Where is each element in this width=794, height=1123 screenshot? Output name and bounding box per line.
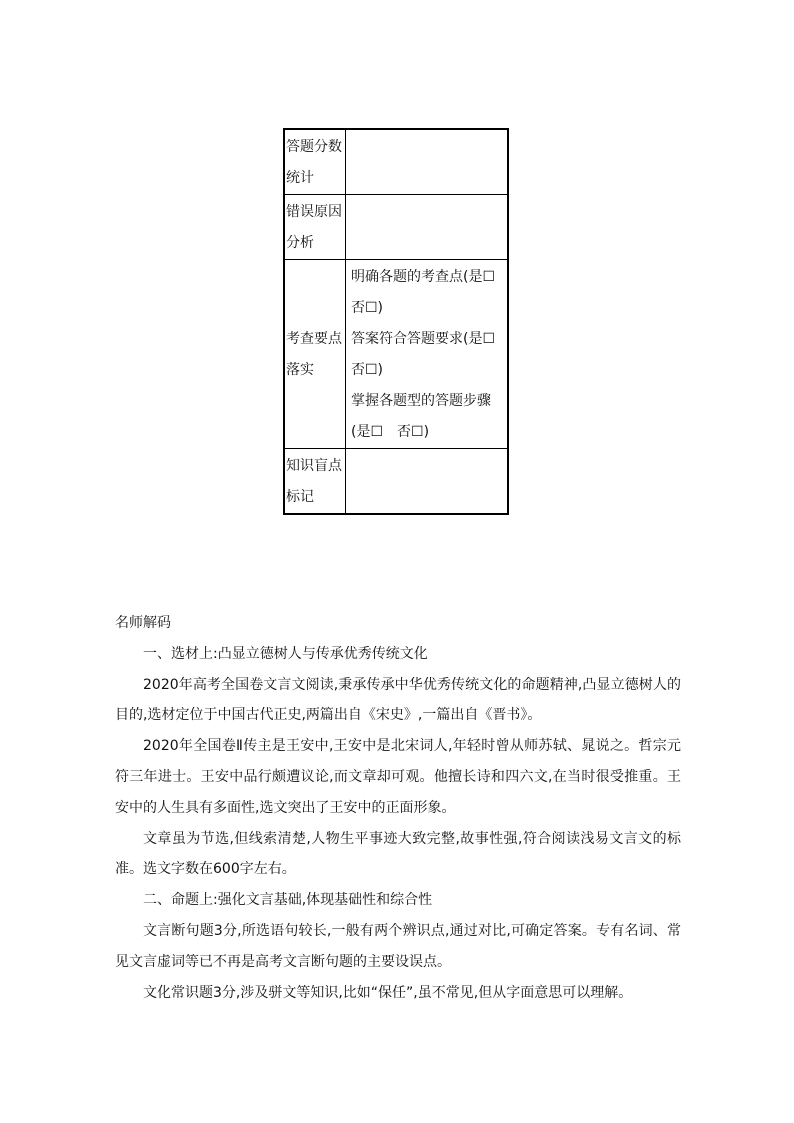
label-line: 错误原因 bbox=[286, 204, 342, 220]
paragraph: 文化常识题3分,涉及骈文等知识,比如“保任”,虽不常见,但从字面意思可以理解。 bbox=[143, 984, 633, 1001]
paragraph: 文言断句题3分,所选语句较长,一般有两个辨识点,通过对比,可确定答案。专有名词、常见文言虚词等已不再是高考文言断句题的主要设误点。 bbox=[115, 922, 681, 970]
table-row bbox=[284, 449, 508, 515]
row-label bbox=[284, 195, 346, 260]
checkpoint-line[interactable]: 答案符合答题要求(是☐ bbox=[351, 331, 496, 347]
checkpoint-line[interactable]: 明确各题的考查点(是☐ bbox=[351, 269, 496, 285]
table-row bbox=[284, 129, 508, 195]
label-line: 落实 bbox=[286, 362, 314, 378]
paragraph: 2020年高考全国卷文言文阅读,秉承传承中华优秀传统文化的命题精神,凸显立德树人的目的,选材定位于中国古代正史,两篇出自《宋史》,一篇出自《晋书》。 bbox=[115, 676, 681, 724]
checkpoint-line[interactable]: 否☐) bbox=[351, 362, 384, 378]
table-row bbox=[284, 260, 508, 449]
label-line: 答题分数 bbox=[286, 139, 342, 155]
label-line: 考查要点 bbox=[286, 331, 342, 347]
paragraph: 2020年全国卷Ⅱ传主是王安中,王安中是北宋词人,年轻时曾从师苏轼、晁说之。哲宗元符三年进士。王安中品行颇遭议论,而文章却可观。他擅长诗和四六文,在当时很受推重。王安中的人生具有多面性,选文突出了王安中的正面形象。 bbox=[115, 738, 681, 816]
checkpoint-cell bbox=[346, 260, 509, 449]
row-label bbox=[284, 260, 346, 449]
heading-question-design: 二、命题上:强化文言基础,体现基础性和综合性 bbox=[143, 892, 433, 909]
score-input-cell[interactable] bbox=[346, 129, 509, 195]
table-row bbox=[284, 195, 508, 260]
error-analysis-input-cell[interactable] bbox=[346, 195, 509, 260]
answer-review-table bbox=[283, 128, 509, 515]
row-label bbox=[284, 129, 346, 195]
row-label bbox=[284, 449, 346, 515]
checkpoint-line[interactable]: (是☐ 否☐) bbox=[351, 424, 430, 440]
heading-material: 一、选材上:凸显立德树人与传承优秀传统文化 bbox=[143, 645, 428, 662]
teacher-analysis-section bbox=[115, 608, 681, 1008]
blind-spot-input-cell[interactable] bbox=[346, 449, 509, 515]
label-line: 分析 bbox=[286, 235, 314, 251]
label-line: 标记 bbox=[286, 489, 314, 505]
label-line: 统计 bbox=[286, 170, 314, 186]
section-title: 名师解码 bbox=[115, 615, 171, 631]
paragraph: 文章虽为节选,但线索清楚,人物生平事迹大致完整,故事性强,符合阅读浅易文言文的标准。选文字数在600字左右。 bbox=[115, 830, 681, 878]
label-line: 知识盲点 bbox=[286, 458, 342, 474]
checkpoint-line[interactable]: 否☐) bbox=[351, 300, 384, 316]
checkpoint-line[interactable]: 掌握各题型的答题步骤 bbox=[351, 393, 491, 409]
